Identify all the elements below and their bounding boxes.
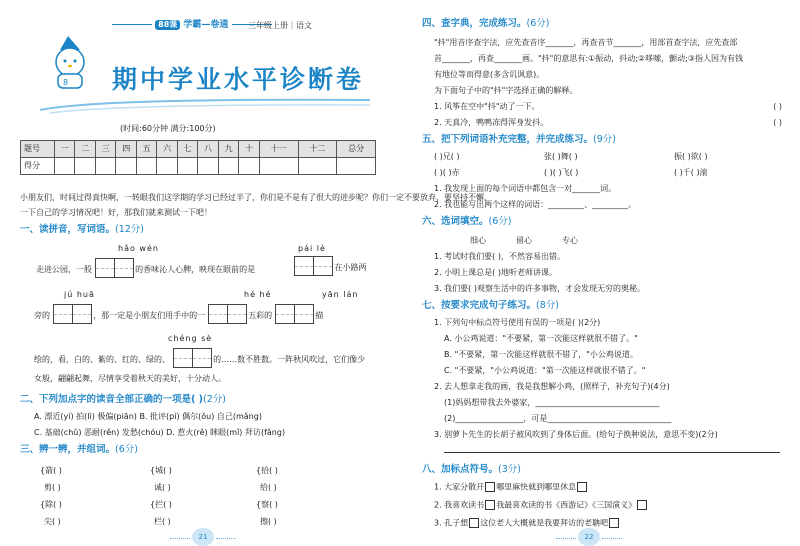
section-4-title: 四、查字典，完成练习。(6分) xyxy=(422,18,550,29)
s4-line1: "抖"用音序查字法，应先查音序_______，再查音节_______，用部首查字法，应先查部 xyxy=(434,38,738,47)
col-header: 十二 xyxy=(298,141,337,158)
col-header: 六 xyxy=(157,141,177,158)
grade-label: 三年级上册｜语文 xyxy=(248,21,312,30)
col-header: 二 xyxy=(75,141,95,158)
section-5-title: 五、把下列词语补充完整，并完成练习。(9分) xyxy=(422,134,616,145)
punctuation-box[interactable] xyxy=(485,482,495,492)
score-row-label: 得分 xyxy=(21,158,55,175)
s1-line2: 旁的 ，那一定是小朋友们用手中的一 五彩的 描 xyxy=(34,304,323,327)
s4-q1[interactable]: 1. 风筝在空中"抖"动了一下。 ( ) xyxy=(434,102,782,111)
word-option: 专心 xyxy=(562,236,578,245)
s1-line1-end: 在小路两 xyxy=(294,256,367,279)
s7-q1: 1. 下列句中标点符号使用有误的一项是( )(2分) xyxy=(434,318,601,327)
s5-item[interactable]: ( )兄( ) xyxy=(434,152,460,161)
s2-option-ab[interactable]: A. 漂近(yí) 拍(lì) 极偏(piān) B. 批评(pí) 偶尔(ǒu) 自己(mǎng) xyxy=(34,412,262,421)
punctuation-box[interactable] xyxy=(609,518,619,528)
s7-q2: 2. 去人想拿走我的画，我是我想解小鸡，(照样子，补充句子)(4分) xyxy=(434,382,670,391)
page-number-right: 22 xyxy=(578,528,600,546)
char-grid[interactable] xyxy=(173,348,211,371)
section-8-title: 八、加标点符号。(3分) xyxy=(422,464,521,475)
pinyin: yān lán xyxy=(322,290,359,299)
page-number-left: 21 xyxy=(192,528,214,546)
char-grid[interactable] xyxy=(275,304,313,327)
score-header-label: 题号 xyxy=(21,141,55,158)
section-2-title: 二、下列加点字的读音全部正确的一项是( )(2分) xyxy=(20,394,226,405)
s4-line3: 有地位等而得意(多含讥讽意)。 xyxy=(434,70,545,79)
score-cell[interactable] xyxy=(259,158,298,175)
col-header: 九 xyxy=(218,141,238,158)
s7-option-b[interactable]: B. "不要紧，第一次能这样就很不错了，"小公鸡说道。 xyxy=(444,350,638,359)
pinyin: hǎo wén xyxy=(118,244,159,253)
s5-item[interactable]: ( )( )赤 xyxy=(434,168,460,177)
word-option: 留心 xyxy=(516,236,532,245)
col-header: 五 xyxy=(136,141,156,158)
col-header: 四 xyxy=(116,141,136,158)
s3-col1[interactable]: {箭( ) 剪( ) {除( ) 尖( ) xyxy=(40,466,62,526)
punctuation-box[interactable] xyxy=(485,500,495,510)
col-header: 十一 xyxy=(259,141,298,158)
s6-q3[interactable]: 3. 我们要( )观察生活中的许多事物，才会发现无穷的奥秘。 xyxy=(434,284,645,293)
intro-text xyxy=(20,190,492,220)
decorative-swoosh xyxy=(40,96,370,114)
col-header: 一 xyxy=(55,141,75,158)
pinyin: jú huā xyxy=(64,290,95,299)
s2-option-cd[interactable]: C. 基础(chǔ) 恶耐(rěn) 发愁(chóu) D. 惹火(rě) 眯眼(mǐ) 拜访(fǎng) xyxy=(34,428,286,437)
s7-q2b-input[interactable]: (2)_________________，可是_______________________________ xyxy=(444,414,672,423)
punctuation-box[interactable] xyxy=(577,482,587,492)
s5-item[interactable]: ( )千( )滚 xyxy=(674,168,708,177)
s3-col3[interactable]: {拾( ) 给( ) {察( ) 擦( ) xyxy=(256,466,278,526)
page-title: 期中学业水平诊断卷 xyxy=(112,65,365,94)
intro-line: 小朋友们，时间过得真快啊，一转眼我们这学期的学习已经过半了，你们是不是有了很大的进步呢？你们一定不要放弃，要坚持不懈， xyxy=(20,193,492,202)
score-cell[interactable] xyxy=(239,158,259,175)
char-grid[interactable] xyxy=(294,256,332,279)
s7-q2a-input[interactable]: (1)妈妈想带我去外婆家，_______________________________ xyxy=(444,398,660,407)
s5-item[interactable]: ( )( )飞( ) xyxy=(544,168,579,177)
s4-line4: 为下面句子中的"抖"字选择正确的解释。 xyxy=(434,86,578,95)
score-cell[interactable] xyxy=(55,158,75,175)
score-cell[interactable] xyxy=(177,158,197,175)
score-cell[interactable] xyxy=(298,158,337,175)
pinyin: pái lè xyxy=(298,244,326,253)
s5-line3: 1. 我发现上面的每个词语中都包含一对_______词。 xyxy=(434,184,617,193)
exam-meta: (时间:60分钟 满分:100分) xyxy=(120,124,216,133)
s8-q2: 2. 我喜欢读书 我最喜欢读的书《西游记》《三国演义》 xyxy=(434,500,648,511)
col-header: 十 xyxy=(239,141,259,158)
s6-q1[interactable]: 1. 考试时我们要( )，不然容易出错。 xyxy=(434,252,565,261)
score-cell[interactable] xyxy=(75,158,95,175)
section-6-title: 六、选词填空。(6分) xyxy=(422,216,512,227)
score-cell[interactable] xyxy=(157,158,177,175)
s4-line2: 首_______，再查_______画。"抖"的意思有:①振动，抖动;②哆嗦，颤动;③指人因为有钱 xyxy=(434,54,743,63)
footer-wave xyxy=(170,538,190,544)
pinyin: hé hé xyxy=(244,290,272,299)
s1-line4: 女般，翩翩起舞，尽情享受着秋天的美好，十分动人。 xyxy=(34,374,226,383)
col-header: 八 xyxy=(198,141,218,158)
s8-q1: 1. 大家分散开 哪里麻快就到哪里休息 xyxy=(434,482,588,493)
s8-q3: 3. 孔子想 这位老人大概就是我要拜访的老聃吧 xyxy=(434,518,620,529)
punctuation-box[interactable] xyxy=(469,518,479,528)
score-cell[interactable] xyxy=(337,158,376,175)
section-7-title: 七、按要求完成句子练习。(8分) xyxy=(422,300,559,311)
footer-wave xyxy=(216,538,236,544)
s7-q3: 3. 别萝卜先生的长胡子被风吹到了身体后面。(给句子换种说法，意思不变)(2分) xyxy=(434,430,718,439)
section-1-title: 一、读拼音，写词语。(12分) xyxy=(20,224,145,235)
footer-wave xyxy=(556,538,576,544)
s5-item[interactable]: 振( )欲( ) xyxy=(674,152,708,161)
score-cell[interactable] xyxy=(95,158,115,175)
char-grid[interactable] xyxy=(95,258,133,281)
char-grid[interactable] xyxy=(208,304,246,327)
s1-line1: 走进公园，一股 的香味沁人心脾，映现在眼前的是 xyxy=(36,258,255,281)
s5-line4: 2. 我也能写出两个这样的词语：_________、_________。 xyxy=(434,200,637,209)
s7-option-a[interactable]: A. 小公鸡说道："不要紧，第一次能这样就很不错了。" xyxy=(444,334,638,343)
kitty-mascot-icon xyxy=(46,34,102,92)
s6-q2[interactable]: 2. 小明上课总是( )地听老师讲课。 xyxy=(434,268,557,277)
score-cell[interactable] xyxy=(198,158,218,175)
s7-q3-answer-line[interactable] xyxy=(444,452,780,453)
intro-line: 一下自己的学习情况吧！好，那我们就来测试一下吧！ xyxy=(20,208,212,217)
brand-name: 学霸—卷通 xyxy=(183,20,229,30)
score-cell[interactable] xyxy=(136,158,156,175)
punctuation-box[interactable] xyxy=(637,500,647,510)
right-page xyxy=(404,0,800,544)
s4-q2[interactable]: 2. 天真冷，鸭鸭冻得浑身发抖。 ( ) xyxy=(434,118,782,127)
word-option: 细心 xyxy=(470,236,486,245)
footer-wave xyxy=(602,538,622,544)
s3-col2[interactable]: {城( ) 诚( ) {拦( ) 栏( ) xyxy=(150,466,172,526)
score-cell[interactable] xyxy=(116,158,136,175)
char-grid[interactable] xyxy=(53,304,91,327)
score-table xyxy=(20,140,376,175)
col-header: 七 xyxy=(177,141,197,158)
pinyin: chéng sè xyxy=(168,334,213,343)
col-header: 总分 xyxy=(337,141,376,158)
s5-item[interactable]: 张( )舞( ) xyxy=(544,152,578,161)
col-header: 三 xyxy=(95,141,115,158)
s7-option-c[interactable]: C. "不要紧，"小公鸡说道："第一次能这样就很不错了。" xyxy=(444,366,646,375)
s1-line3: 绘的，看，白的、紫的、红的、绿的、 的……数不胜数。一阵秋风吹过，它们像少 xyxy=(34,348,365,371)
svg-text:8: 8 xyxy=(63,78,69,87)
score-cell[interactable] xyxy=(218,158,238,175)
brand-badge: 88课 xyxy=(155,20,180,30)
section-3-title: 三、辨一辨，并组词。(6分) xyxy=(20,444,138,455)
